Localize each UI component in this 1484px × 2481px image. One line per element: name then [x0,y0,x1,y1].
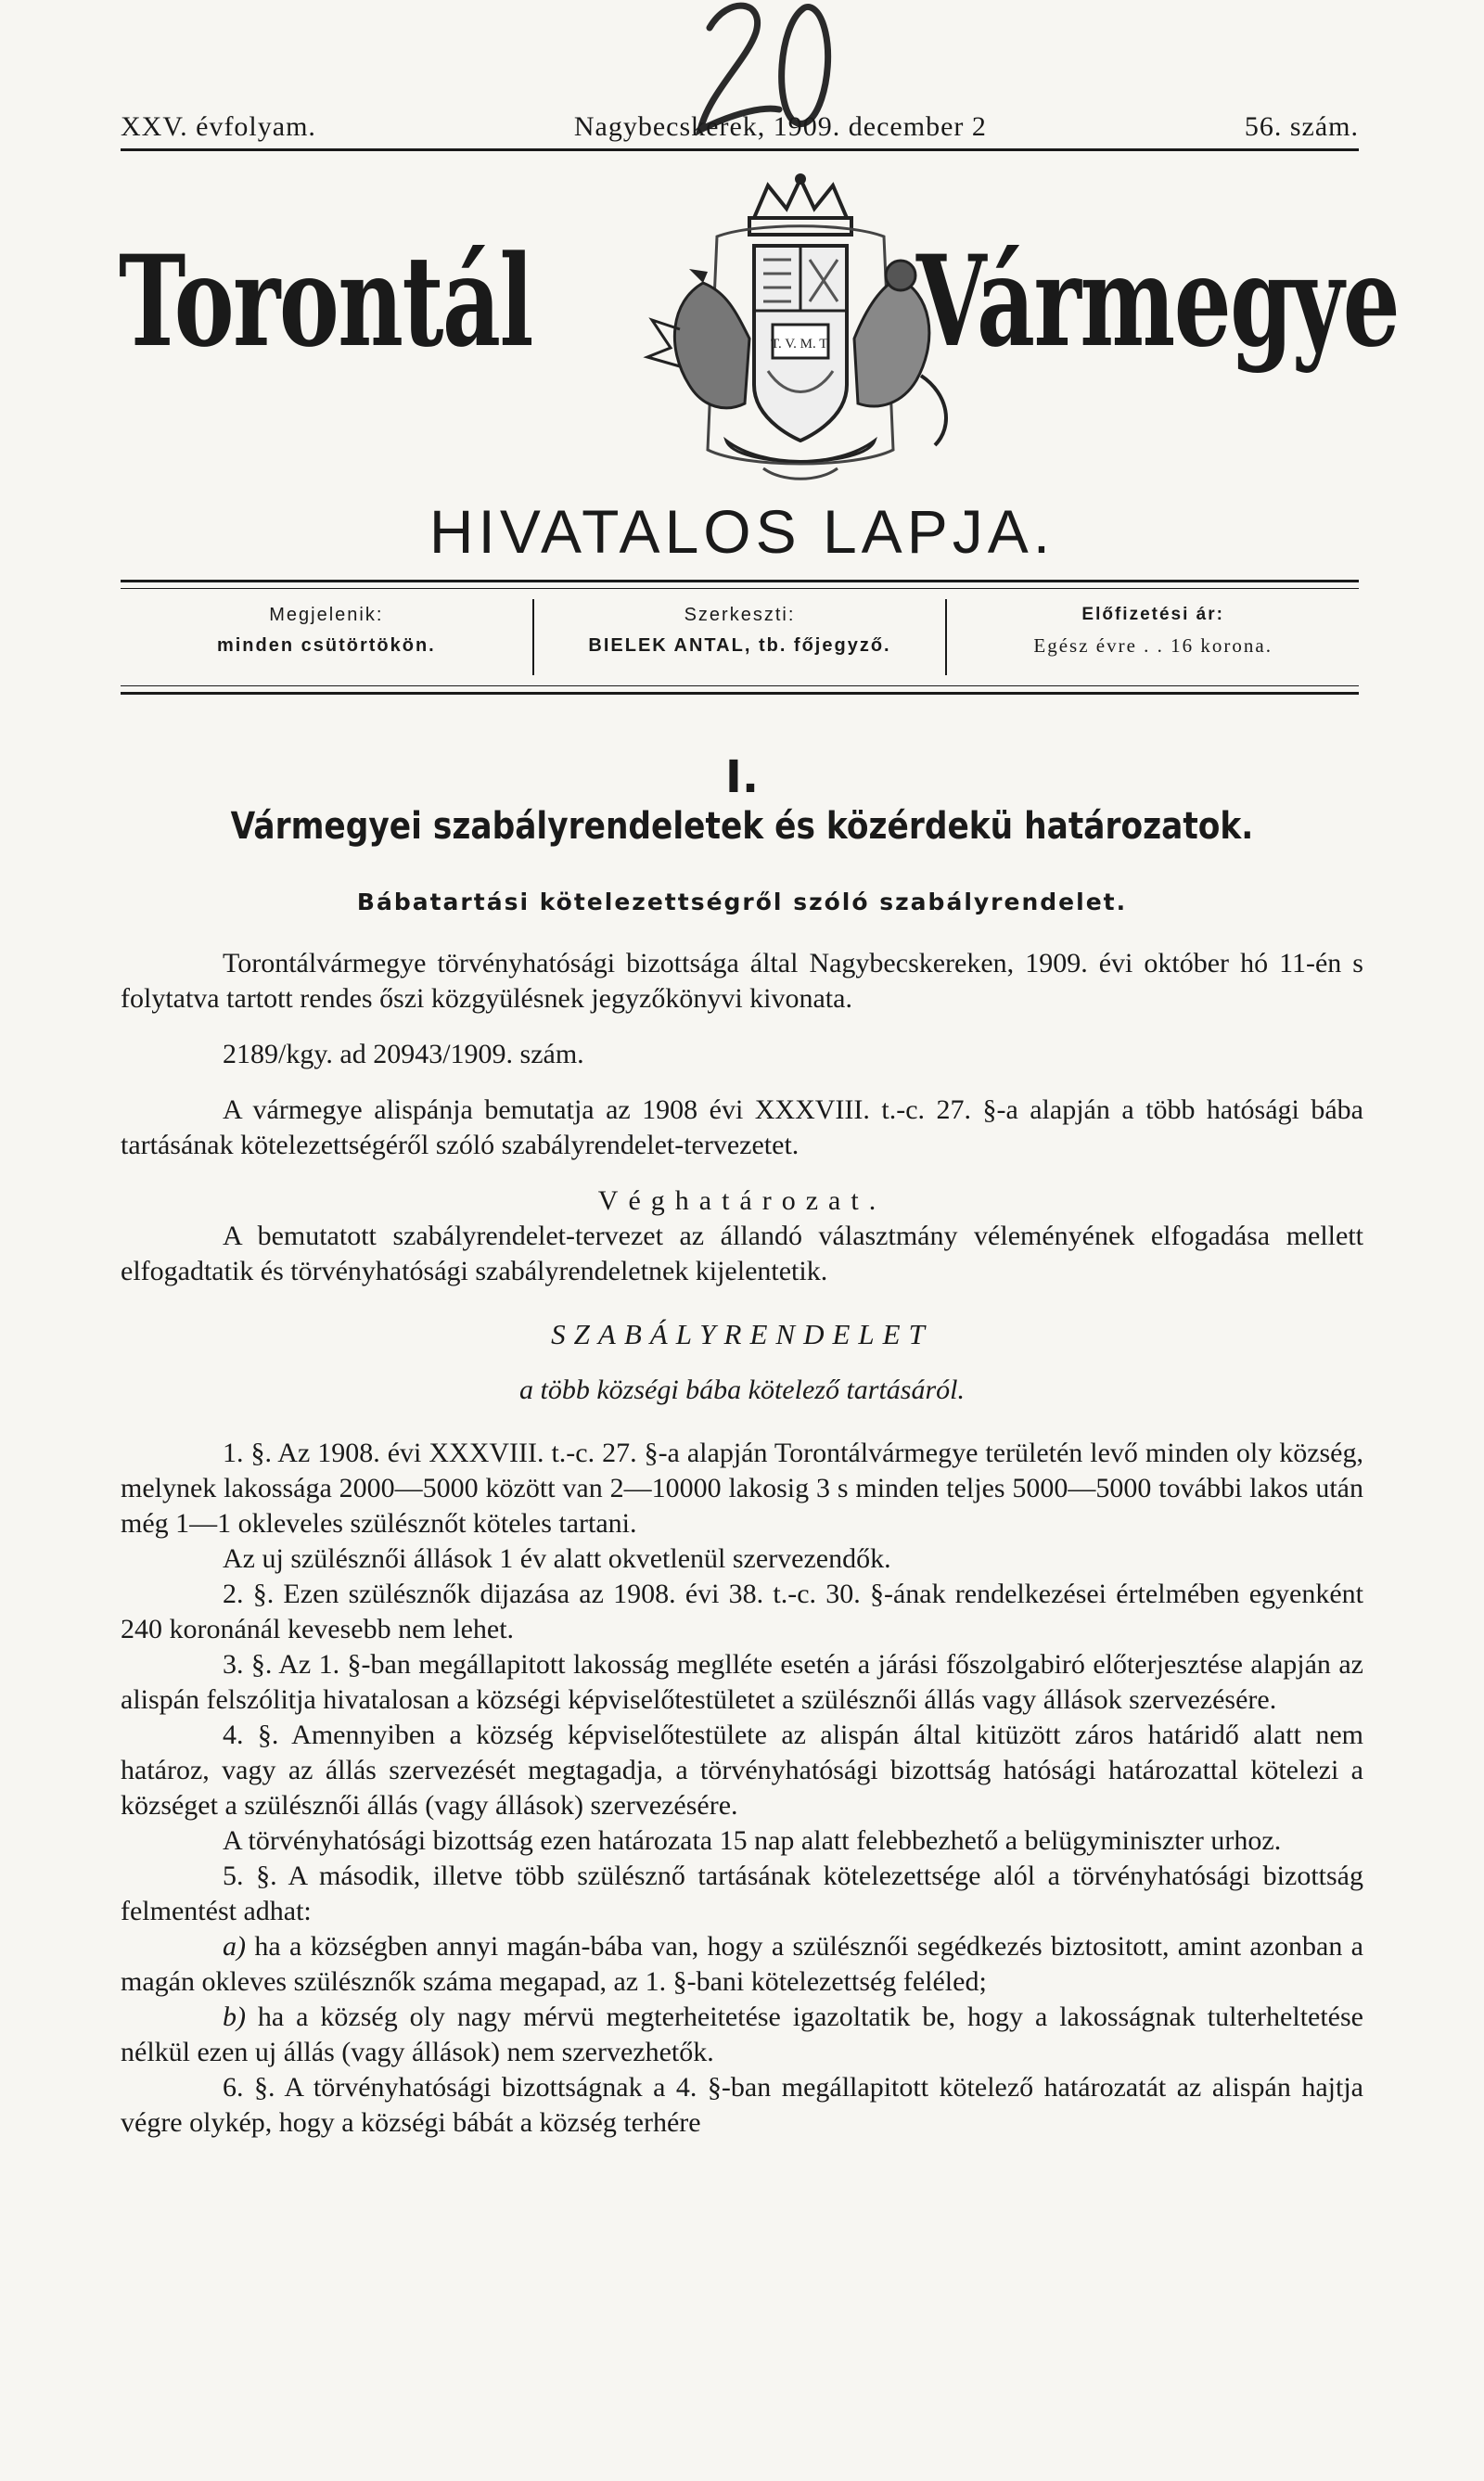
section-4b: A törvényhatósági bizottság ezen határozata 15 nap alatt felebbezhető a belügyminiszter urhoz. [223,1825,1282,1856]
editor-label: Szerkeszti: [684,605,796,625]
section-3: 3. §. Az 1. §-ban megállapitott lakosság meglléte esetén a járási főszolgabiró előterjesztése alapján az alispán felszólitja hivatalosan a községi képviselőtestületet a szülésznői állás vagy állások szervezésére. [121,1649,1363,1715]
section-1b: Az uj szülésznői állások 1 év alatt okvetlenül szervezendők. [223,1543,891,1574]
section-title: Vármegyei szabályrendeletek és közérdekü határozatok. [230,805,1254,848]
header-line [121,111,1359,151]
section-6: 6. §. A törvényhatósági bizottságnak a 4. §-ban megállapitott kötelező határozatát az alispán hajtja végre olykép, hogy a községi bábát a község terhére [121,2072,1363,2138]
item-b-text: ha a község oly nagy mérvü megterheitetése igazoltatik be, hogy a lakosságnak tulterheltetése nélkül ezen uj állás (vagy állások) nem szervezhetők. [121,2001,1363,2067]
section-1: 1. §. Az 1908. évi XXXVIII. t.-c. 27. §-a alapján Torontálvármegye területén levő minden oly község, melynek lakossága 2000—5000 között van 2—10000 lakosig 3 s minden teljes 5000—5000 további lakos után még 1—1 okleveles szülésznőt köteles tartani. [121,1438,1363,1539]
resolution-title: Véghatározat. [597,1185,887,1216]
article-subheading: Bábatartási kötelezettségről szóló szabályrendelet. [356,889,1128,915]
item-b-letter: b) [223,2001,246,2032]
resolution-paragraph: A bemutatott szabályrendelet-tervezet az állandó választmány véleményének elfogadása mellett elfogadtatik és törvényhatósági szabályrendeletnek kijelentetik. [121,1221,1363,1286]
section-5: 5. §. A második, illetve több szülésznő tartásának kötelezettsége alól a törvényhatósági bizottság felmentést adhat: [121,1861,1363,1926]
intro-paragraph: Torontálvármegye törvényhatósági bizottsága által Nagybecskereken, 1909. évi október hó 11-én s folytatva tartott rendes őszi közgyülésnek jegyzőkönyvi kivonata. [121,948,1363,1014]
appearance-info [121,582,532,692]
item-a-letter: a) [223,1931,246,1962]
section-2: 2. §. Ezen szülésznők dijazása az 1908. évi 38. t.-c. 30. §-ának rendelkezései értelmében egyenként 240 koronánál kevesebb nem lehet. [121,1579,1363,1644]
editor-info [532,599,946,675]
info-box [121,580,1359,695]
place-date: Nagybecskerek, 1909. december 2 [573,111,987,142]
editor-value: BIELEK ANTAL, tb. főjegyző. [588,635,891,656]
publication-subtitle: HIVATALOS LAPJA. [429,497,1055,566]
masthead-right-word: Vármegye [916,227,1400,375]
section-number: I. [724,751,760,803]
volume-label: XXV. évfolyam. [121,111,316,142]
appears-value: minden csütörtökön. [216,635,436,656]
section-4: 4. §. Amennyiben a község képviselőtestülete az alispán által kitüzött záros határidő alatt nem határoz, vagy az állás szervezését megtagadja, a törvényhatósági bizottság hatósági határozattal kötelezi a községet a szülésznői állás (vagy állások) szervezésére. [121,1720,1363,1821]
issue-number: 56. szám. [1244,111,1359,142]
masthead [119,172,1400,487]
section-5b [121,2000,1363,2070]
statute-subtitle: a több községi bába kötelező tartásáról. [519,1375,965,1405]
section-5a [121,1929,1363,2000]
reference-number: 2189/kgy. ad 20943/1909. szám. [223,1039,584,1069]
item-a-text: ha a községben annyi magán-bába van, hogy a szülésznői segédkezés biztositott, amint azonban a magán okleves szülésznők száma megapad, az 1. §-bani kötelezettség feléled; [121,1931,1363,1997]
appears-label: Megjelenik: [269,605,384,625]
statute-title: SZABÁLYRENDELET [551,1318,933,1350]
svg-text:T. V. M. T.: T. V. M. T. [770,337,831,352]
subscription-value: Egész évre . . 16 korona. [1033,634,1273,657]
subscription-info [945,599,1359,675]
presentation-paragraph: A vármegye alispánja bemutatja az 1908 évi XXXVIII. t.-c. 27. §-a alapján a több hatósági bába tartásának kötelezettségéről szóló szabályrendelet-tervezetet. [121,1094,1363,1160]
masthead-left-word: Torontál [119,227,533,375]
article-body [121,946,1363,2141]
subscription-label: Előfizetési ár: [1081,605,1224,624]
